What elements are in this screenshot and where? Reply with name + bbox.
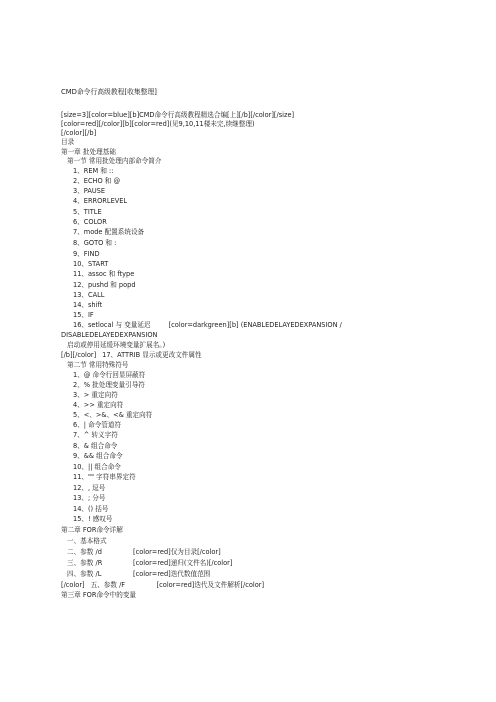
chapter3-title: 第三章 FOR命令中的变量: [61, 591, 137, 599]
toc-item-attrib: [61, 351, 202, 360]
toc-item-shift: 14、shift: [73, 301, 103, 309]
toc-item-echo: 2、ECHO 和 @: [73, 177, 121, 185]
for-item-r-label: 三、参数 /R: [67, 559, 103, 567]
toc-symbol-redirect: 3、> 重定向符: [73, 391, 118, 399]
for-item-r-tag: [color=red]递归(文件名)[/color]: [133, 559, 233, 567]
toc-symbol-percent: 2、% 批处理变量引导符: [73, 381, 145, 389]
toc-symbol-semicolon: 13、; 分号: [73, 494, 106, 502]
for-item-f-tag: [color=red]迭代及文件解析[/color]: [156, 581, 265, 589]
chapter1-section2-title: 第二节 常用特殊符号: [67, 361, 129, 369]
toc-item-attrib-text: 17、ATTRIB 显示或更改文件属性: [102, 351, 202, 359]
toc-item-setlocal-tag: [color=darkgreen][b] (ENABLEDELAYEDEXPANSION /: [168, 321, 342, 329]
toc-item-assoc: 11、assoc 和 ftype: [73, 270, 135, 278]
toc-item-setlocal-desc: 启动或停用延缓环境变量扩展名。): [67, 341, 166, 349]
toc-item-rem: 1、REM 和 ::: [73, 167, 114, 175]
toc-symbol-caret: 7、^ 转义字符: [73, 431, 118, 439]
toc-item-pause: 3、PAUSE: [73, 187, 106, 195]
for-item-f: [61, 581, 264, 590]
toc-item-color: 6、COLOR: [73, 218, 107, 226]
toc-item-start: 10、START: [73, 260, 109, 268]
toc-item-call: 13、CALL: [73, 291, 105, 299]
for-item-l-label: 四、参数 /L: [67, 570, 102, 578]
toc-item-pushd: 12、pushd 和 popd: [73, 281, 136, 289]
chapter2-title: 第二章 FOR命令详解: [61, 526, 123, 534]
for-item-r: [67, 559, 232, 568]
toc-symbol-pipe: 6、| 命令管道符: [73, 421, 122, 429]
chapter1-section1-title: 第一节 常用批处理内部命令简介: [67, 157, 162, 165]
toc-item-setlocal: [73, 321, 342, 330]
toc-item-find: 9、FIND: [73, 250, 100, 258]
toc-symbol-parens: 14、() 括号: [73, 505, 109, 513]
toc-item-if: 15、IF: [73, 311, 94, 319]
toc-label: 目录: [61, 138, 75, 146]
toc-symbol-append: 4、>> 重定向符: [73, 401, 124, 409]
toc-item-errorlevel: 4、ERRORLEVEL: [73, 197, 128, 205]
for-item-d: [67, 548, 221, 557]
toc-item-setlocal-cont: DISABLEDELAYEDEXPANSION: [61, 331, 158, 339]
toc-symbol-and: 9、&& 组合命令: [73, 452, 123, 460]
for-item-l: [67, 570, 210, 579]
toc-symbol-comma: 12、, 逗号: [73, 484, 106, 492]
header-tag-line-2: [color=red][/color][b][color=red](见9,10,11楼未完,续继整理): [61, 120, 255, 128]
for-item-f-label: 五、参数 /F: [90, 581, 126, 589]
toc-symbol-redirect-ex: 5、<、>&、<& 重定向符: [73, 411, 153, 419]
toc-symbol-at: 1、@ 命令行回显屏蔽符: [73, 371, 146, 379]
toc-item-goto: 8、GOTO 和 :: [73, 239, 117, 247]
toc-symbol-or: 10、|| 组合命令: [73, 463, 121, 471]
toc-item-setlocal-text: 16、setlocal 与 变量延迟: [73, 321, 151, 329]
header-tag-line-3: [/color][/b]: [61, 129, 97, 137]
chapter1-title: 第一章 批处理基础: [61, 148, 116, 156]
toc-symbol-quote: 11、"" 字符串界定符: [73, 473, 136, 481]
document-title: CMD命令行高级教程[收集整理]: [61, 88, 157, 96]
for-item-basic: 一、基本格式: [67, 537, 107, 545]
for-item-f-prefix: [/color]: [61, 581, 85, 589]
toc-item-mode: 7、mode 配置系统设备: [73, 228, 145, 236]
toc-item-attrib-prefix: [/b][/color]: [61, 351, 97, 359]
toc-symbol-bang: 15、! 感叹号: [73, 515, 113, 523]
for-item-d-tag: [color=red]仅为目录[/color]: [133, 548, 221, 556]
toc-item-title: 5、TITLE: [73, 208, 102, 216]
for-item-l-tag: [color=red]迭代数值范围: [133, 570, 211, 578]
header-tag-line-1: [size=3][color=blue][b]CMD命令行高级教程精选合编[上][/b][/color][/size]: [61, 111, 295, 119]
for-item-d-label: 二、参数 /d: [67, 548, 102, 556]
toc-symbol-amp: 8、& 组合命令: [73, 442, 118, 450]
